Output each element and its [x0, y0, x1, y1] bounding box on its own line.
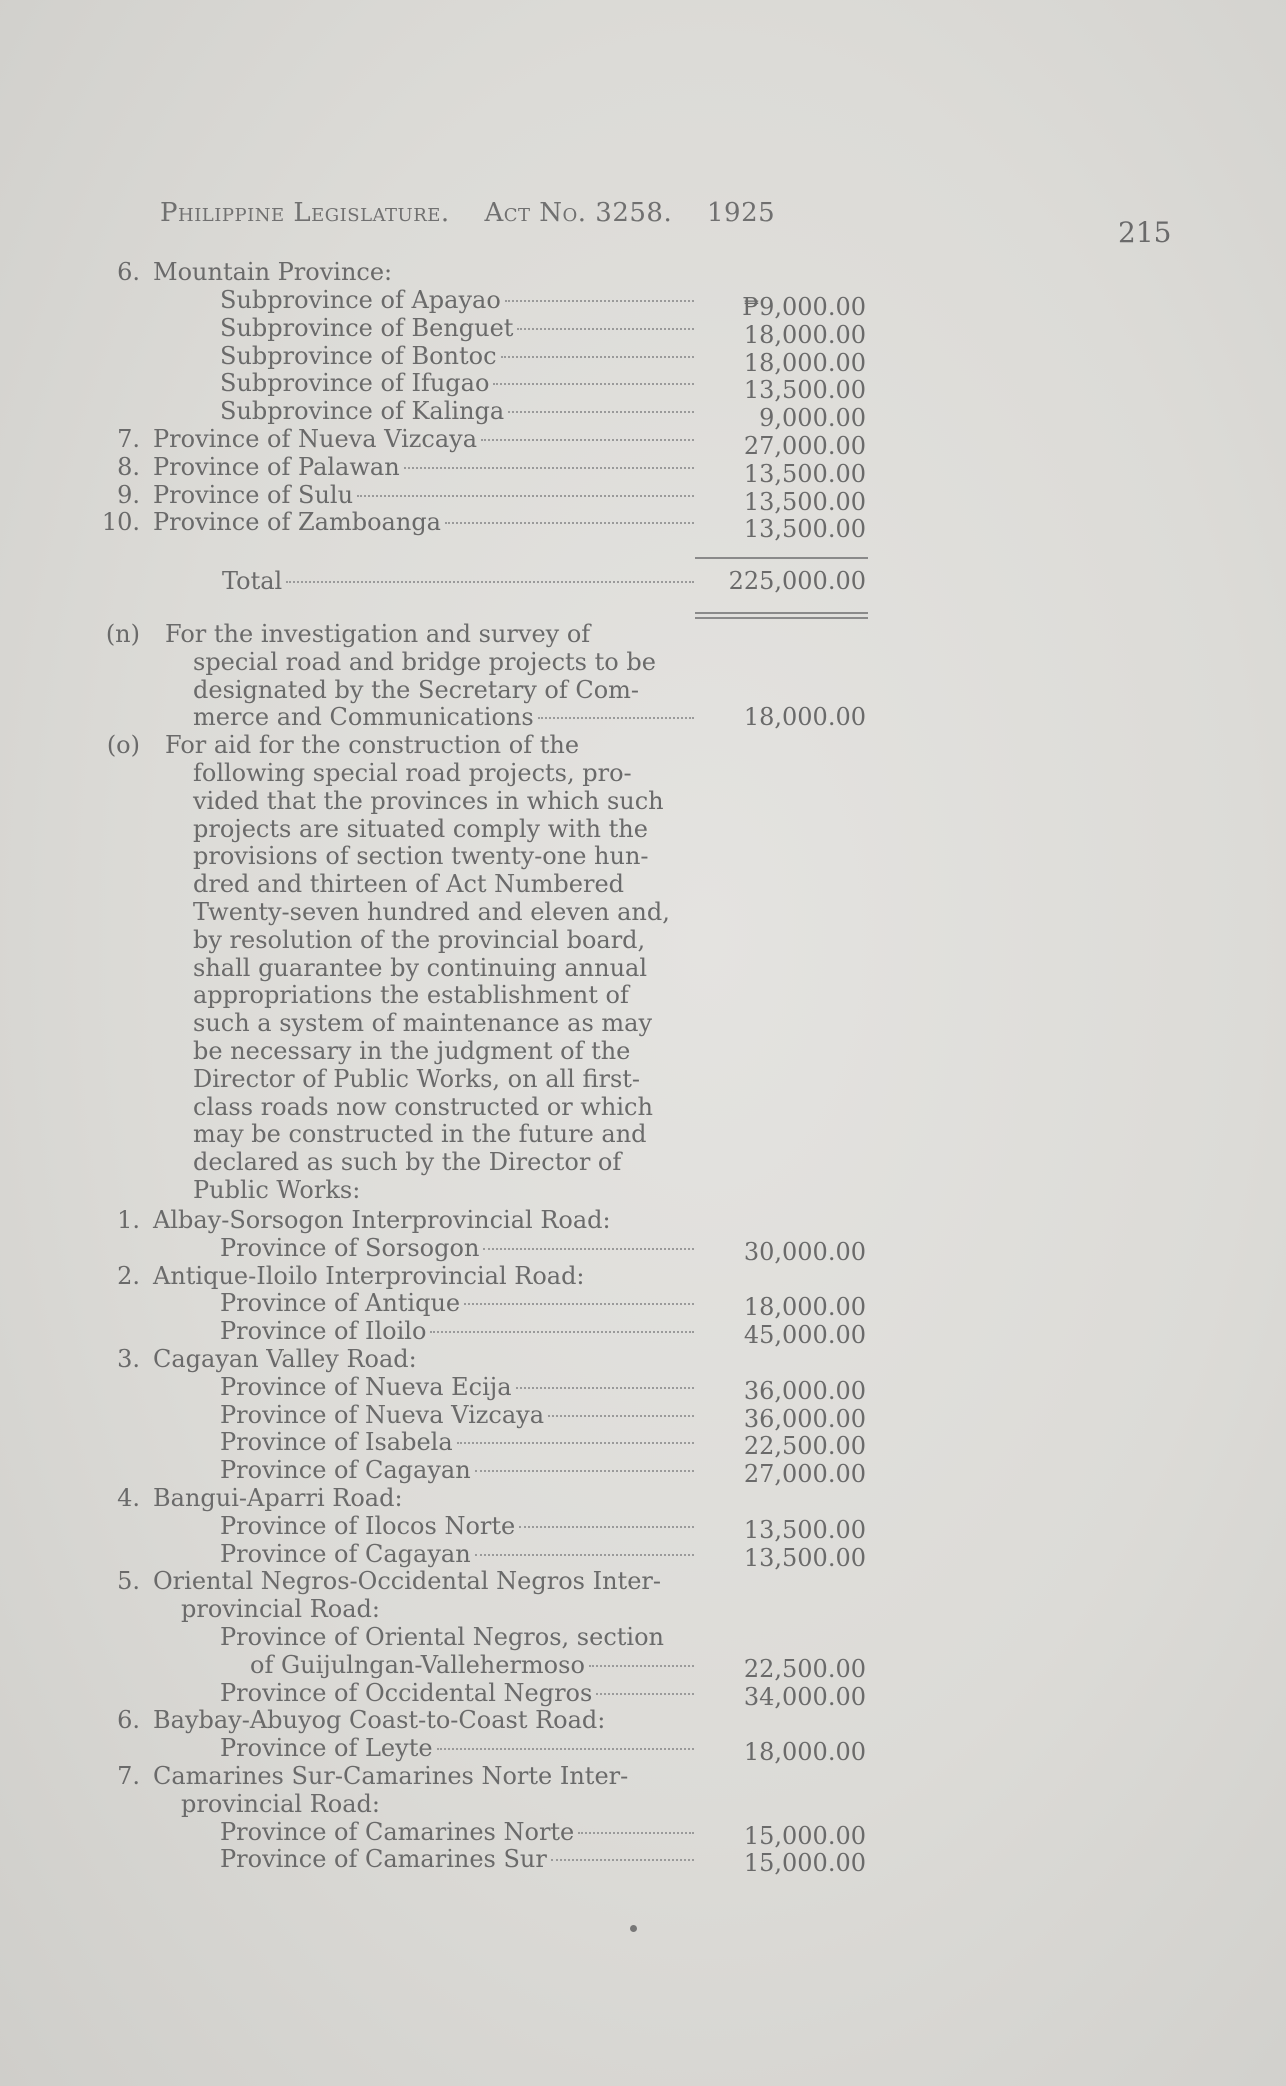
road-province-row [0, 1233, 1286, 1266]
leader-dots [493, 383, 694, 385]
leader-dots [508, 411, 694, 413]
road-province-row [0, 1511, 1286, 1544]
road-heading [0, 1790, 1286, 1818]
road-province-row [0, 1317, 1286, 1350]
entry-label [153, 1762, 628, 1790]
road-province-row [0, 1539, 1286, 1572]
road-province-row [0, 1289, 1286, 1322]
item-number: 3. [117, 1345, 140, 1373]
paragraph-text: provisions of section twenty-one hun- [193, 842, 649, 871]
road-province-text: Province of Ilocos Norte [220, 1511, 516, 1540]
entry-amount: 18,000.00 [743, 348, 866, 377]
leader-dots [505, 300, 694, 302]
paragraph-text: For the investigation and survey of [165, 620, 591, 648]
paragraph-text: Twenty-seven hundred and eleven and, [193, 898, 670, 926]
leader-dots [445, 522, 694, 524]
entry-label [220, 1818, 694, 1846]
header-year: 1925 [707, 198, 776, 228]
road-heading [0, 1706, 1286, 1734]
road-heading-text: Bangui-Aparri Road: [153, 1484, 403, 1512]
entry-label [153, 425, 694, 453]
entry-label [193, 1065, 640, 1093]
paragraph-text: dred and thirteen of Act Numbered [193, 870, 625, 899]
road-heading [0, 1262, 1286, 1290]
subprovince-row [0, 286, 1286, 321]
item-number: 1. [117, 1206, 140, 1234]
entry-text: Province of Sulu [153, 480, 354, 509]
road-heading-text: Oriental Negros-Occidental Negros Inter- [153, 1567, 661, 1596]
entry-text: Province of Palawan [153, 452, 400, 481]
road-heading-text: Camarines Sur-Camarines Norte Inter- [153, 1762, 629, 1790]
paragraph-line [0, 981, 1286, 1009]
leader-dots [357, 495, 694, 497]
entry-label [153, 1345, 417, 1373]
entry-label [153, 1484, 403, 1512]
paragraph-line [0, 954, 1286, 982]
entry-amount: 27,000.00 [743, 432, 866, 460]
entry-amount: 18,000.00 [743, 703, 866, 732]
entry-label [193, 1120, 647, 1148]
paragraph-line [0, 703, 1286, 731]
paragraph-text: Director of Public Works, on all first- [193, 1064, 641, 1093]
entry-label [220, 1456, 694, 1484]
entry-label [193, 981, 629, 1009]
double-rule-top [695, 612, 868, 614]
leader-dots [483, 1248, 694, 1250]
entry-label [193, 648, 656, 676]
section-heading-label: Mountain Province: [153, 258, 393, 286]
road-province-text: Province of Cagayan [220, 1539, 471, 1568]
paragraph-line [0, 815, 1286, 843]
entry-text: Subprovince of Bontoc [220, 341, 497, 370]
paragraph-line [0, 787, 1286, 815]
paragraph-line [0, 926, 1286, 954]
entry-label [220, 1734, 694, 1762]
paragraph-text: appropriations the establishment of [193, 981, 629, 1010]
entry-label [220, 1428, 694, 1456]
entry-label [220, 314, 694, 342]
entry-label [220, 1401, 694, 1429]
leader-dots [437, 1748, 694, 1750]
entry-amount: 9,000.00 [759, 404, 866, 433]
paragraph-line [0, 648, 1286, 676]
paragraph-line [0, 1148, 1286, 1176]
entry-amount: 36,000.00 [743, 1404, 866, 1433]
leader-dots [457, 1442, 694, 1444]
paragraph-line [0, 870, 1286, 898]
road-heading-text: Cagayan Valley Road: [153, 1345, 417, 1373]
entry-label [153, 1567, 661, 1595]
road-province-row [0, 1734, 1286, 1767]
item-number: (n) [105, 620, 140, 648]
page-number: 215 [1118, 216, 1172, 249]
entry-amount: 13,500.00 [743, 487, 866, 516]
paragraph-line [0, 842, 1286, 870]
entry-text: Subprovince of Apayao [220, 286, 501, 314]
entry-label [193, 870, 624, 898]
entry-label [193, 1093, 653, 1121]
entry-label [193, 787, 664, 815]
subprovince-row [0, 369, 1286, 405]
leader-dots [430, 1331, 694, 1333]
road-province-row [0, 1428, 1286, 1461]
item-number: (o) [106, 731, 140, 760]
road-province-text: Province of Antique [220, 1289, 461, 1318]
entry-label [153, 481, 694, 509]
stray-mark [630, 1925, 637, 1932]
paragraph-text: class roads now constructed or which [193, 1092, 653, 1121]
entry-amount: 45,000.00 [743, 1321, 866, 1350]
entry-label [165, 620, 590, 648]
road-heading-text: Baybay-Abuyog Coast-to-Coast Road: [153, 1706, 606, 1735]
province-row [0, 452, 1286, 488]
entry-text: Subprovince of Ifugao [220, 369, 490, 398]
paragraph-text: following special road projects, pro- [193, 759, 632, 787]
entry-label [193, 1148, 621, 1176]
running-header [160, 198, 820, 228]
entry-text: Province of Zamboanga [153, 508, 441, 537]
item-number: 6. [117, 258, 140, 286]
road-heading [0, 1345, 1286, 1373]
entry-label [153, 453, 694, 481]
entry-label [220, 1317, 694, 1345]
entry-amount: 22,500.00 [743, 1432, 866, 1461]
road-province-text: Province of Occidental Negros [220, 1678, 593, 1707]
paragraph-line [0, 620, 1286, 648]
entry-label [220, 1289, 694, 1317]
paragraph-text: special road and bridge projects to be [193, 647, 656, 676]
header-act-number: Act No. 3258. [484, 198, 673, 228]
leader-dots [551, 1859, 694, 1861]
paragraph-text: be necessary in the judgment of the [193, 1037, 631, 1065]
entry-amount: 13,500.00 [743, 515, 866, 544]
entry-label [193, 954, 647, 982]
leader-dots [578, 1832, 694, 1834]
entry-label [193, 1176, 360, 1204]
paragraph-line [0, 1093, 1286, 1121]
entry-amount: 15,000.00 [743, 1821, 866, 1850]
paragraph-text: Public Works: [193, 1176, 361, 1204]
entry-label [153, 1206, 611, 1234]
paragraph-text: may be constructed in the future and [193, 1120, 647, 1149]
leader-dots [596, 1693, 694, 1695]
paragraph-text: vided that the provinces in which such [193, 786, 664, 815]
paragraph-line [0, 1009, 1286, 1037]
paragraph-line [0, 731, 1286, 759]
road-province-text: Province of Camarines Sur [220, 1845, 547, 1874]
entry-label [193, 759, 632, 787]
subprovince-row [0, 397, 1286, 433]
road-province-row [0, 1456, 1286, 1489]
double-rule-bottom [695, 617, 868, 619]
entry-label [193, 815, 648, 843]
road-province-text: Province of Isabela [220, 1428, 453, 1457]
leader-dots [516, 1387, 694, 1389]
road-province-text: Province of Nueva Ecija [220, 1372, 512, 1401]
entry-amount: 13,500.00 [743, 1515, 866, 1544]
leader-dots [519, 1526, 694, 1528]
entry-label [220, 1623, 664, 1651]
leader-dots [464, 1303, 694, 1305]
item-number: 8. [117, 452, 140, 481]
province-row [0, 508, 1286, 544]
road-province-text: Province of Sorsogon [220, 1233, 480, 1262]
leader-dots [475, 1470, 694, 1472]
entry-amount: 36,000.00 [743, 1376, 866, 1405]
road-heading-text: Antique-Iloilo Interprovincial Road: [153, 1261, 585, 1290]
paragraph-text: merce and Communications [193, 703, 534, 732]
road-heading-text: provincial Road: [181, 1595, 380, 1624]
entry-amount: 13,500.00 [743, 1543, 866, 1572]
road-province-text: Province of Cagayan [220, 1456, 471, 1485]
road-province-row [0, 1372, 1286, 1405]
entry-amount: ₱9,000.00 [742, 293, 866, 321]
paragraph-text: For aid for the construction of the [165, 731, 580, 760]
entry-label [220, 369, 694, 397]
entry-label [220, 286, 694, 314]
province-row [0, 425, 1286, 460]
leader-dots [475, 1554, 694, 1556]
road-heading [0, 1206, 1286, 1234]
road-province-row [0, 1400, 1286, 1433]
subprovince-row [0, 313, 1286, 349]
item-number: 6. [117, 1706, 140, 1735]
road-heading [0, 1762, 1286, 1790]
entry-label [220, 342, 694, 370]
header-legislature: Philippine Legislature. [160, 198, 450, 228]
road-heading [0, 1567, 1286, 1595]
entry-label [193, 842, 649, 870]
item-number: 10. [101, 508, 140, 537]
road-heading-text: provincial Road: [181, 1789, 380, 1818]
road-province-row [0, 1623, 1286, 1651]
road-heading-text: Albay-Sorsogon Interprovincial Road: [153, 1206, 611, 1234]
paragraph-text: shall guarantee by continuing annual [193, 953, 648, 982]
leader-dots [538, 717, 694, 719]
leader-dots [589, 1665, 694, 1667]
paragraph-text: by resolution of the provincial board, [193, 925, 646, 954]
entry-amount: 18,000.00 [743, 1738, 866, 1767]
entry-amount: 27,000.00 [743, 1460, 866, 1489]
item-number: 9. [117, 480, 140, 509]
subprovince-row [0, 341, 1286, 377]
entry-label [181, 1595, 380, 1623]
leader-dots [501, 356, 694, 358]
entry-amount: 22,500.00 [743, 1654, 866, 1683]
item-number: 4. [117, 1484, 140, 1512]
entry-label [181, 1790, 380, 1818]
item-number: 5. [117, 1567, 140, 1596]
leader-dots [286, 581, 694, 583]
entry-label [193, 926, 645, 954]
total-rule [695, 557, 868, 559]
item-number: 7. [117, 425, 140, 453]
leader-dots [404, 467, 694, 469]
entry-label [220, 397, 694, 425]
entry-label [165, 731, 579, 759]
entry-label [193, 1037, 630, 1065]
entry-label [193, 676, 639, 704]
entry-text: Subprovince of Benguet [220, 313, 514, 342]
total-label: Total [222, 567, 283, 595]
entry-label [193, 703, 694, 731]
entry-label [193, 898, 670, 926]
total-row [0, 567, 1286, 595]
road-province-text: Province of Iloilo [220, 1317, 427, 1346]
paragraph-text: projects are situated comply with the [193, 814, 648, 843]
paragraph-line [0, 1065, 1286, 1093]
road-province-text: of Guijulngan-Vallehermoso [250, 1650, 585, 1679]
paragraph-text: declared as such by the Director of [193, 1148, 622, 1177]
paragraph-line [0, 1037, 1286, 1065]
entry-label [193, 1009, 652, 1037]
entry-label [220, 1540, 694, 1568]
leader-dots [481, 439, 694, 441]
entry-label [220, 1512, 694, 1540]
entry-amount: 34,000.00 [743, 1682, 866, 1711]
section-heading [0, 258, 1286, 286]
paragraph-line [0, 676, 1286, 704]
item-number: 2. [117, 1261, 140, 1290]
entry-label [153, 1262, 585, 1290]
road-province-row [0, 1845, 1286, 1878]
paragraph-line [0, 759, 1286, 787]
province-row [0, 480, 1286, 516]
road-province-row [0, 1678, 1286, 1711]
leader-dots [548, 1415, 694, 1417]
paragraph-line [0, 898, 1286, 926]
paragraph-text: designated by the Secretary of Com- [193, 675, 640, 704]
entry-amount: 15,000.00 [743, 1849, 866, 1878]
total-amount: 225,000.00 [728, 567, 866, 595]
item-number: 7. [117, 1762, 140, 1790]
entry-label [153, 1706, 605, 1734]
entry-label [220, 1845, 694, 1873]
road-province-row [0, 1817, 1286, 1850]
leader-dots [517, 328, 694, 330]
entry-text: Subprovince of Kalinga [220, 397, 505, 426]
road-province-text: Province of Oriental Negros, section [220, 1623, 664, 1651]
entry-label [220, 1679, 694, 1707]
entry-label [153, 508, 694, 536]
road-heading [0, 1595, 1286, 1623]
road-province-text: Province of Nueva Vizcaya [220, 1400, 544, 1429]
entry-amount: 30,000.00 [743, 1237, 866, 1266]
road-province-row [0, 1650, 1286, 1683]
paragraph-line [0, 1176, 1286, 1204]
entry-amount: 18,000.00 [743, 320, 866, 349]
entry-label [250, 1651, 694, 1679]
entry-label [220, 1234, 694, 1262]
entry-label [220, 1373, 694, 1401]
paragraph-line [0, 1120, 1286, 1148]
paragraph-text: such a system of maintenance as may [193, 1009, 653, 1038]
road-province-text: Province of Leyte [220, 1734, 433, 1763]
entry-text: Province of Nueva Vizcaya [153, 425, 477, 453]
road-province-text: Province of Camarines Norte [220, 1817, 575, 1846]
entry-amount: 18,000.00 [743, 1293, 866, 1322]
entry-amount: 13,500.00 [743, 459, 866, 488]
entry-amount: 13,500.00 [743, 376, 866, 405]
road-heading [0, 1484, 1286, 1512]
